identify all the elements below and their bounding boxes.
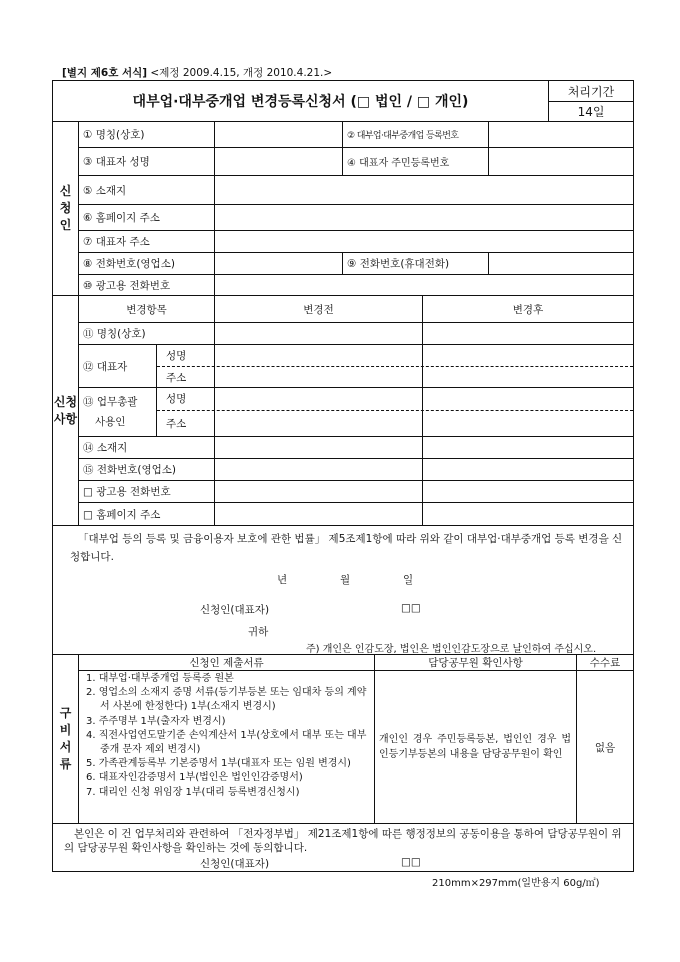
registration-number-label: ② 대부업·대부중개업 등록번호 — [342, 121, 489, 148]
ad-phone-label: ⑩ 광고용 전화번호 — [78, 274, 215, 296]
changes-section-label: 신청사항 — [52, 295, 79, 526]
processing-period-value: 14일 — [548, 101, 634, 122]
documents-section-label: 구비서류 — [52, 654, 79, 824]
applicant-section-label: 신청인 — [52, 121, 79, 296]
doc-item: 6. 대표자인감증명서 1부(법인은 법인인감증명서) — [86, 772, 303, 784]
doc-item: 2. 영업소의 소재지 증명 서류(등기부등본 또는 임대차 등의 계약서 사본에 한정한다) 1부(소재지 변경시) — [86, 687, 367, 713]
fee-value: 없음 — [576, 670, 634, 824]
rep-divider — [157, 366, 633, 367]
col-before: 변경전 — [214, 295, 423, 323]
change-name-after[interactable] — [422, 322, 634, 345]
revision-note: <제정 2009.4.15, 개정 2010.4.21.> — [150, 67, 333, 79]
registration-number-input[interactable] — [488, 121, 634, 148]
manager-label-line2: 사용인 — [95, 416, 126, 428]
change-location-after[interactable] — [422, 436, 634, 459]
col-submit-docs: 신청인 제출서류 — [78, 654, 375, 671]
form-number: [별지 제6호 서식] — [62, 67, 148, 79]
change-rep-label: ⑫ 대표자 — [78, 344, 157, 388]
col-fee: 수수료 — [576, 654, 634, 671]
paper-spec: 210mm×297mm(일반용지 60g/㎡) — [432, 878, 600, 889]
change-manager-before[interactable] — [214, 387, 423, 437]
location-input[interactable] — [214, 175, 634, 205]
name-input[interactable] — [214, 121, 343, 148]
col-official-check: 담당공무원 확인사항 — [374, 654, 577, 671]
applicant-signature-label: 신청인(대표자) — [200, 604, 270, 616]
change-homepage-label: □ 홈페이지 주소 — [78, 502, 215, 526]
manager-addr-sub: 주소 — [166, 418, 187, 430]
doc-item: 5. 가족관계등록부 기본증명서 1부(대표자 또는 임원 변경시) — [86, 758, 351, 770]
change-homepage-after[interactable] — [422, 502, 634, 526]
col-after: 변경후 — [422, 295, 634, 323]
seal-note: 주) 개인은 인감도장, 법인은 법인인감도장으로 날인하여 주십시오. — [306, 644, 597, 655]
form-header — [62, 65, 332, 80]
col-change-item: 변경항목 — [78, 295, 215, 323]
change-ad-phone-after[interactable] — [422, 480, 634, 503]
office-phone-label: ⑧ 전화번호(영업소) — [78, 252, 215, 275]
change-phone-label: ⑮ 전화번호(영업소) — [78, 458, 215, 481]
doc-item: 1. 대부업·대부중개업 등록증 원본 — [86, 673, 234, 684]
rep-id-label: ④ 대표자 주민등록번호 — [342, 147, 489, 176]
change-name-before[interactable] — [214, 322, 423, 345]
official-check-cell — [374, 670, 577, 824]
rep-name-sub: 성명 — [166, 350, 187, 362]
manager-divider — [157, 410, 633, 411]
mobile-phone-input[interactable] — [488, 252, 634, 275]
consent-text: 본인은 이 건 업무처리와 관련하여 「전자정부법」 제21조제1항에 따른 행정정보의 공동이용을 통하여 담당공무원이 위의 담당공무원 확인사항을 확인하는 것에 동의합니다. — [64, 828, 622, 854]
date-day: 일 — [403, 574, 414, 586]
rep-id-input[interactable] — [488, 147, 634, 176]
rep-name-label: ③ 대표자 성명 — [78, 147, 215, 176]
change-name-label: ⑪ 명칭(상호) — [78, 322, 215, 345]
processing-period-label: 처리기간 — [548, 80, 634, 102]
change-ad-phone-before[interactable] — [214, 480, 423, 503]
addressee: 귀하 — [248, 626, 269, 638]
name-label: ① 명칭(상호) — [78, 121, 215, 148]
rep-addr-sub: 주소 — [166, 372, 187, 384]
change-ad-phone-label: □ 광고용 전화번호 — [78, 480, 215, 503]
change-manager-after[interactable] — [422, 387, 634, 437]
ad-phone-input[interactable] — [214, 274, 634, 296]
rep-name-input[interactable] — [214, 147, 343, 176]
form-title: 대부업·대부중개업 변경등록신청서 (□ 법인 / □ 개인) — [52, 80, 549, 122]
change-location-before[interactable] — [214, 436, 423, 459]
submit-docs-list — [86, 672, 372, 800]
manager-label-line1: ⑬ 업무총괄 — [83, 396, 138, 408]
date-month: 월 — [340, 574, 351, 586]
change-manager-label — [78, 387, 157, 437]
location-label: ⑤ 소재지 — [78, 175, 215, 205]
office-phone-input[interactable] — [214, 252, 343, 275]
rep-address-input[interactable] — [214, 230, 634, 253]
rep-address-label: ⑦ 대표자 주소 — [78, 230, 215, 253]
doc-item: 3. 주주명부 1부(출자자 변경시) — [86, 715, 226, 727]
change-phone-after[interactable] — [422, 458, 634, 481]
doc-item: 4. 직전사업연도말기준 손익계산서 1부(상호에서 대부 또는 대부중개 문자 제외 변경시) — [86, 729, 367, 756]
official-check-text: 개인인 경우 주민등록등본, 법인인 경우 법인등기부등본의 내용을 담당공무원이 확인 — [379, 734, 571, 760]
change-location-label: ⑭ 소재지 — [78, 436, 215, 459]
applicant-seal[interactable]: □□ — [401, 602, 421, 614]
mobile-phone-label: ⑨ 전화번호(휴대전화) — [342, 252, 489, 275]
change-phone-before[interactable] — [214, 458, 423, 481]
consent-seal[interactable]: □□ — [401, 856, 421, 868]
doc-item: 7. 대리인 신청 위임장 1부(대리 등록변경신청시) — [86, 786, 300, 798]
date-year: 년 — [277, 574, 288, 586]
homepage-input[interactable] — [214, 204, 634, 231]
manager-name-sub: 성명 — [166, 393, 187, 405]
consent-signature-label: 신청인(대표자) — [200, 858, 270, 870]
declaration-text: 「대부업 등의 등록 및 금융이용자 보호에 관한 법률」 제5조제1항에 따라 위와 같이 대부업·대부중개업 등록 변경을 신청합니다. — [70, 533, 623, 563]
change-homepage-before[interactable] — [214, 502, 423, 526]
homepage-label: ⑥ 홈페이지 주소 — [78, 204, 215, 231]
